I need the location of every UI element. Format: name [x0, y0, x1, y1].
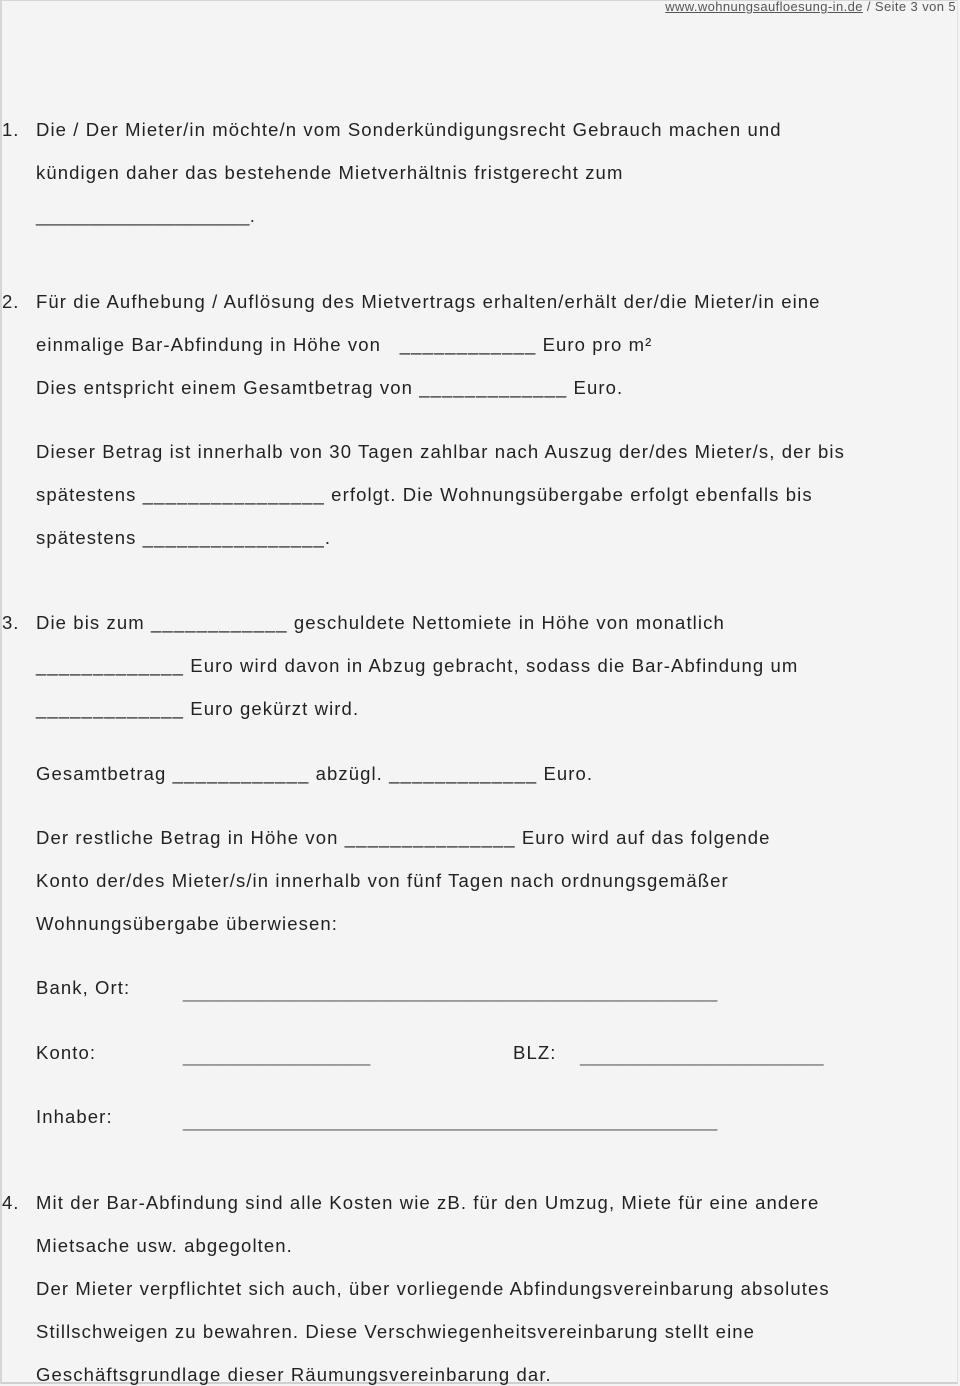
section-2-line-5: spätestens ________________ erfolgt. Die Wohnungsübergabe erfolgt ebenfalls bis — [36, 484, 813, 505]
section-2-line-6: spätestens ________________. — [36, 527, 332, 548]
section-3-line-6: Konto der/des Mieter/s/in innerhalb von fünf Tagen nach ordnungsgemäßer — [36, 870, 729, 891]
section-4-line-1: Mit der Bar-Abfindung sind alle Kosten wie zB. für den Umzug, Miete für eine andere — [36, 1192, 820, 1213]
inhaber-field[interactable]: _________________________________________________________ — [183, 1113, 718, 1131]
blz-field[interactable]: __________________________ — [580, 1048, 824, 1066]
section-4-line-2: Mietsache usw. abgegolten. — [36, 1235, 293, 1256]
inhaber-label: Inhaber: — [36, 1106, 113, 1127]
section-4-line-3: Der Mieter verpflichtet sich auch, über vorliegende Abfindungsvereinbarung absolutes — [36, 1278, 830, 1299]
section-3-line-5: Der restliche Betrag in Höhe von _______________ Euro wird auf das folgende — [36, 827, 771, 848]
page-number: Seite 3 von 5 — [874, 0, 956, 14]
section-4-number: 4. — [2, 1192, 20, 1213]
section-3-line-4: Gesamtbetrag ____________ abzügl. _____________ Euro. — [36, 763, 594, 784]
section-4-line-5: Geschäftsgrundlage dieser Räumungsvereinbarung dar. — [36, 1364, 552, 1385]
section-2-line-3: Dies entspricht einem Gesamtbetrag von _____________ Euro. — [36, 377, 624, 398]
section-2-line-4: Dieser Betrag ist innerhalb von 30 Tagen zahlbar nach Auszug der/des Mieter/s, der bis — [36, 441, 845, 462]
section-2-line-2: einmalige Bar-Abfindung in Höhe von ____________ Euro pro m² — [36, 334, 653, 355]
section-2-line-1: Für die Aufhebung / Auflösung des Mietvertrags erhalten/erhält der/die Mieter/in eine — [36, 291, 821, 312]
section-3-line-2: _____________ Euro wird davon in Abzug gebracht, sodass die Bar-Abfindung um — [36, 655, 799, 676]
blz-label: BLZ: — [513, 1042, 557, 1063]
website-link[interactable]: www.wohnungsaufloesung-in.de — [665, 0, 863, 14]
section-4-line-4: Stillschweigen zu bewahren. Diese Verschwiegenheitsvereinbarung stellt eine — [36, 1321, 756, 1342]
section-3-number: 3. — [2, 612, 20, 633]
section-1-line-2: kündigen daher das bestehende Mietverhältnis fristgerecht zum — [36, 162, 624, 183]
section-1-line-1: Die / Der Mieter/in möchte/n vom Sonderkündigungsrecht Gebrauch machen und — [36, 119, 782, 140]
section-1-number: 1. — [2, 119, 20, 140]
bank-field[interactable]: _________________________________________________________ — [183, 984, 718, 1002]
konto-field[interactable]: ____________________ — [183, 1048, 371, 1066]
termination-date-field[interactable]: ____________________. — [36, 205, 256, 226]
bank-label: Bank, Ort: — [36, 977, 131, 998]
section-3-line-7: Wohnungsübergabe überwiesen: — [36, 913, 338, 934]
page-header — [665, 0, 956, 14]
konto-label: Konto: — [36, 1042, 97, 1063]
header-separator: / — [862, 0, 875, 14]
section-2-number: 2. — [2, 291, 20, 312]
section-3-line-1: Die bis zum ____________ geschuldete Nettomiete in Höhe von monatlich — [36, 612, 725, 633]
section-3-line-3: _____________ Euro gekürzt wird. — [36, 698, 360, 719]
